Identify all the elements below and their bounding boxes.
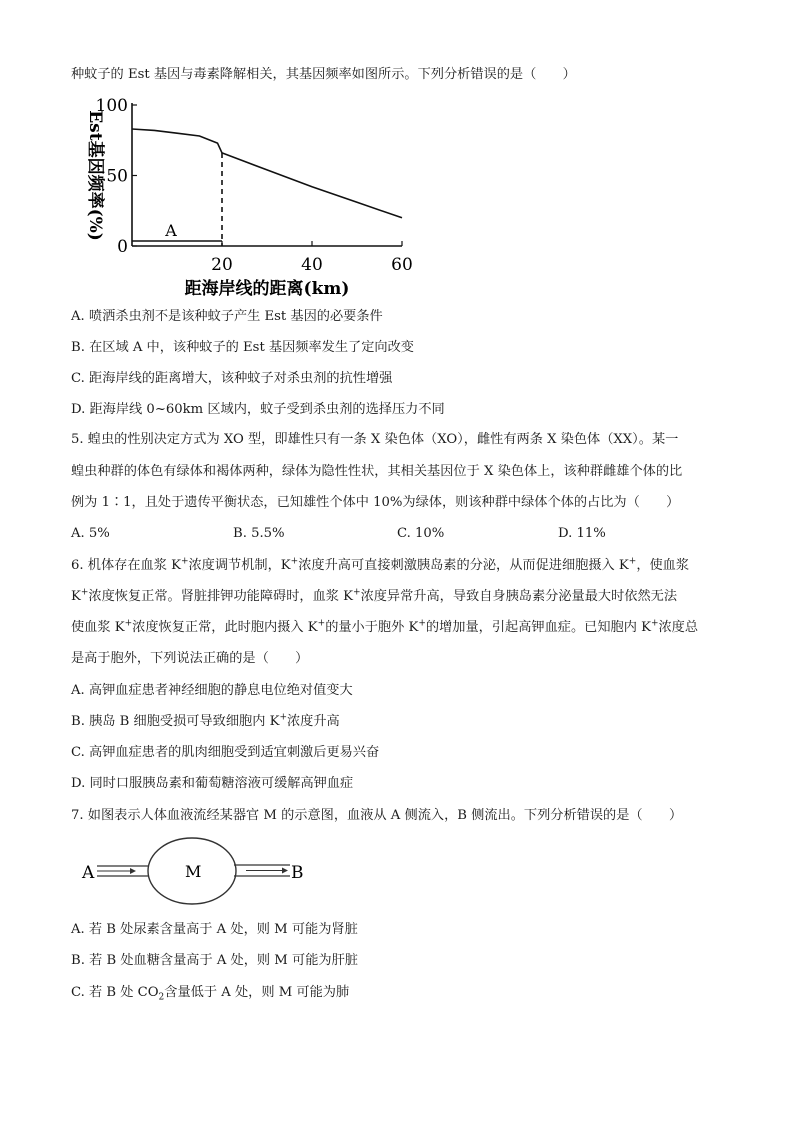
q7-text: 含量低于 A 处，则 M 可能为肺	[164, 985, 350, 1000]
q6-text: 使血浆 K	[71, 620, 125, 635]
q6-text: 的增加量，引起高钾血症。已知胞内 K	[425, 620, 651, 635]
x-axis-title: 距海岸线的距离(km)	[184, 279, 350, 299]
q6-text: 6. 机体存在血浆 K	[71, 558, 181, 573]
superscript-plus: +	[418, 618, 426, 629]
inflow-label-a: A	[82, 863, 95, 883]
q6-option-b	[71, 713, 340, 731]
q6-text: 浓度恢复正常。肾脏排钾功能障碍时，血浆 K	[88, 589, 354, 604]
q6-text: 的量小于胞外 K	[325, 620, 419, 635]
superscript-plus: +	[80, 587, 89, 598]
q6-stem-line-2	[71, 588, 677, 606]
y-axis-title: Est基因频率(%)	[85, 110, 105, 241]
inflow-arrowhead	[130, 868, 136, 874]
superscript-plus: +	[279, 712, 287, 723]
q6-stem-line-3	[71, 619, 698, 637]
superscript-plus: +	[317, 618, 326, 629]
q7-text: C. 若 B 处 CO	[71, 985, 159, 1000]
q7-option-b: B. 若 B 处血糖含量高于 A 处，则 M 可能为肝脏	[71, 953, 358, 968]
q5-option-b: B. 5.5%	[233, 526, 285, 541]
q6-stem-line-1	[71, 557, 689, 575]
q6-option-a: A. 高钾血症患者神经细胞的静息电位绝对值变大	[71, 683, 353, 698]
question-intro: 种蚊子的 Est 基因与毒素降解相关，其基因频率如图所示。下列分析错误的是（ ）	[71, 67, 576, 82]
chart-marks	[132, 129, 402, 246]
superscript-plus: +	[353, 587, 361, 598]
region-a-label: A	[165, 221, 177, 240]
subscript-2: 2	[158, 992, 165, 1003]
x-tick-label: 40	[301, 255, 323, 275]
q6-text: 浓度异常升高，导致自身胰岛素分泌量最大时依然无法	[360, 589, 678, 604]
chart-axes	[85, 96, 413, 299]
q6-text: 浓度恢复正常，此时胞内摄入 K	[132, 620, 318, 635]
y-tick-label: 0	[117, 237, 128, 257]
series-line	[132, 129, 402, 218]
organ-blood-flow-diagram	[78, 834, 318, 914]
superscript-plus: +	[628, 556, 637, 567]
q5-stem-line-2: 蝗虫种群的体色有绿体和褐体两种，绿体为隐性性状，其相关基因位于 X 染色体上，该种群雌雄个体的比	[71, 464, 683, 479]
q5-stem-line-1: 5. 蝗虫的性别决定方式为 XO 型，即雄性只有一条 X 染色体（XO），雌性有两条 X 染色体（XX）。某一	[71, 432, 679, 447]
y-tick-label: 100	[95, 96, 128, 116]
q6-option-d: D. 同时口服胰岛素和葡萄糖溶液可缓解高钾血症	[71, 776, 354, 791]
q4-option-d: D. 距海岸线 0~60km 区域内，蚊子受到杀虫剂的选择压力不同	[71, 402, 445, 417]
q6-text: B. 胰岛 B 细胞受损可导致细胞内 K	[71, 714, 280, 729]
q5-stem-line-3: 例为 1∶1，且处于遗传平衡状态，已知雄性个体中 10%为绿体，则该种群中绿体个体的占比为（ ）	[71, 495, 680, 510]
outflow-arrowhead	[282, 868, 288, 874]
x-tick-label: 60	[391, 255, 413, 275]
q6-text: 浓度升高可直接刺激胰岛素的分泌，从而促进细胞摄入 K	[298, 558, 629, 573]
superscript-plus: +	[124, 618, 133, 629]
q6-option-c: C. 高钾血症患者的肌肉细胞受到适宜刺激后更易兴奋	[71, 745, 380, 760]
q5-option-d: D. 11%	[558, 526, 606, 541]
organ-label-m: M	[185, 862, 202, 881]
q7-option-c	[71, 984, 349, 1002]
q4-option-c: C. 距海岸线的距离增大，该种蚊子对杀虫剂的抗性增强	[71, 371, 393, 386]
q6-text: ，使血浆	[636, 558, 690, 573]
q4-option-b: B. 在区域 A 中，该种蚊子的 Est 基因频率发生了定向改变	[71, 340, 414, 355]
outflow-label-b: B	[291, 863, 304, 883]
q7-stem: 7. 如图表示人体血液流经某器官 M 的示意图，血液从 A 侧流入，B 侧流出。下列分析错误的是（ ）	[71, 808, 683, 823]
q6-text: 浓度升高	[287, 714, 340, 729]
q7-option-a: A. 若 B 处尿素含量高于 A 处，则 M 可能为肾脏	[71, 922, 358, 937]
superscript-plus: +	[650, 618, 659, 629]
x-tick-label: 20	[211, 255, 233, 275]
superscript-plus: +	[290, 556, 299, 567]
q6-text: 浓度调节机制，K	[188, 558, 291, 573]
q6-stem-line-4: 是高于胞外，下列说法正确的是（ ）	[71, 651, 309, 666]
q5-option-c: C. 10%	[397, 526, 445, 541]
q5-option-a: A. 5%	[71, 526, 110, 541]
superscript-plus: +	[180, 556, 189, 567]
q4-option-a: A. 喷洒杀虫剂不是该种蚊子产生 Est 基因的必要条件	[71, 309, 383, 324]
q6-text: K	[71, 589, 81, 604]
q6-text: 浓度总	[658, 620, 699, 635]
est-gene-frequency-chart	[70, 92, 430, 307]
y-tick-label: 50	[106, 166, 128, 187]
